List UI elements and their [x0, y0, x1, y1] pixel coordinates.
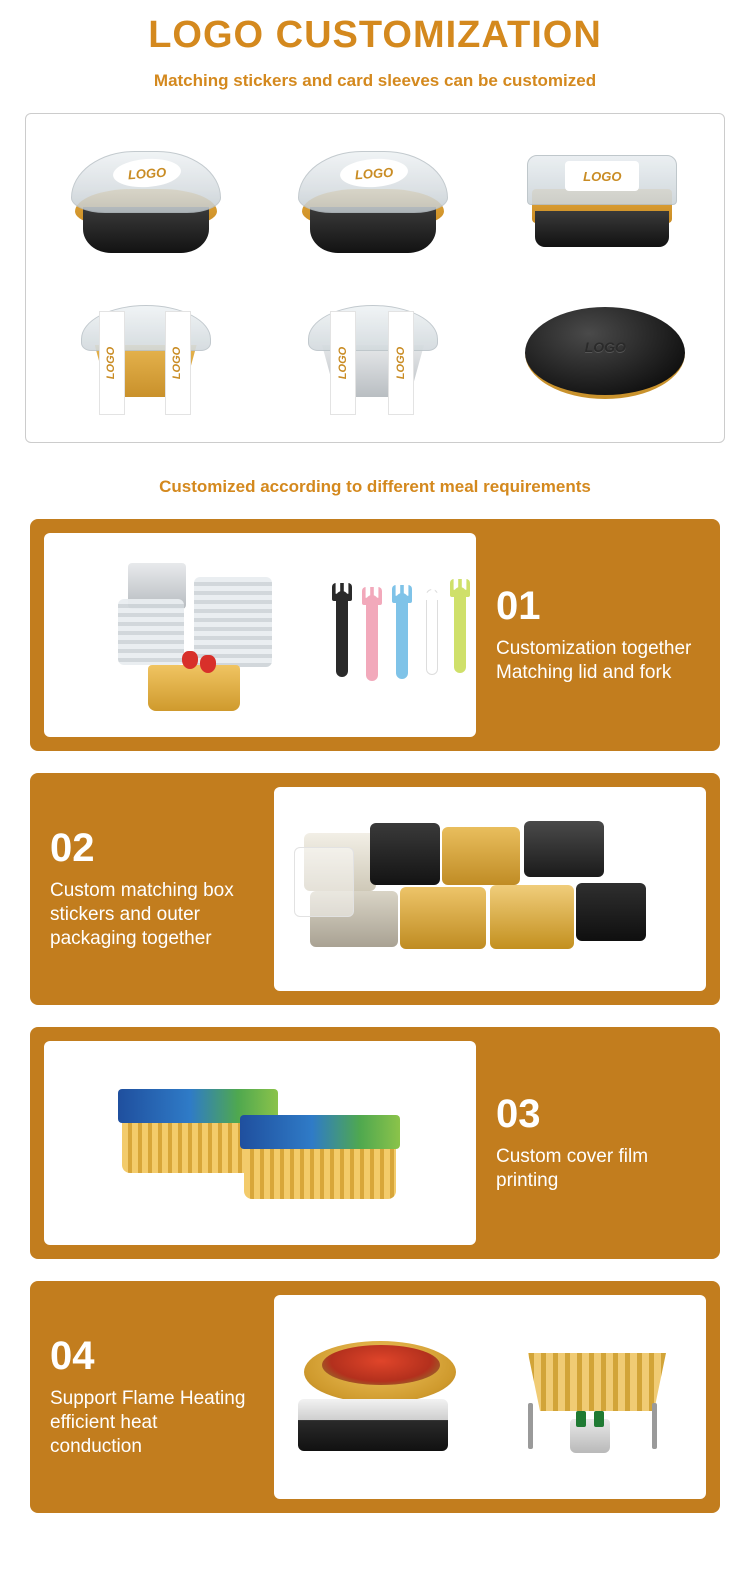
plastic-wrap-sheen — [294, 847, 354, 917]
feature-description: Custom cover film printing — [496, 1145, 649, 1191]
bagged-item-7 — [490, 885, 574, 949]
feature-number: 03 — [496, 1091, 541, 1136]
gallery-row-top — [34, 128, 716, 278]
gallery-item-rect-box — [497, 133, 707, 273]
clear-lid-shape — [308, 305, 438, 351]
feature-card-02 — [30, 773, 720, 1005]
feature-number: 01 — [496, 583, 541, 628]
bagged-item-3 — [442, 827, 520, 885]
feature-card-01-text — [490, 585, 706, 686]
feature-number: 02 — [50, 825, 95, 870]
feature-description: Customization together Matching lid and fork — [496, 637, 692, 683]
gallery-item-round-black-tray — [497, 283, 707, 423]
gallery-item-silver-cup-sleeves — [270, 283, 480, 423]
gallery-item-round-black-gold-bowl — [43, 133, 253, 273]
portable-gas-stove — [298, 1399, 448, 1451]
feature-card-01 — [30, 519, 720, 751]
product-illustration — [71, 151, 221, 255]
gallery-item-gold-cup-cross-sleeve — [43, 283, 253, 423]
logo-sticker: LOGO — [112, 157, 182, 190]
fuel-cap-green — [576, 1411, 586, 1427]
foil-pan — [522, 1353, 672, 1411]
logo-sleeve-right — [388, 311, 414, 415]
stand-leg-left — [528, 1403, 533, 1449]
printed-film-lid — [240, 1115, 400, 1149]
black-base-shape — [310, 207, 436, 253]
logo-sleeve-text: LOGO — [105, 346, 118, 380]
food-in-pan — [322, 1345, 440, 1385]
strawberry-shape-2 — [200, 655, 216, 673]
bagged-item-6 — [400, 887, 486, 949]
product-illustration — [298, 151, 448, 255]
bagged-item-4 — [524, 821, 604, 877]
logo-embossed: LOGO — [584, 338, 626, 355]
gold-foil-tray-shape — [148, 665, 240, 711]
feature-card-03 — [30, 1027, 720, 1259]
lid-stack-shape — [194, 577, 272, 667]
section-heading: Customized according to different meal requirements — [159, 477, 591, 496]
feature-card-04-text — [44, 1335, 260, 1460]
page-subtitle: Matching stickers and card sleeves can be customized — [153, 71, 597, 90]
logo-sleeve-text: LOGO — [394, 346, 407, 380]
feature-card-02-text — [44, 827, 260, 952]
product-illustration — [525, 307, 685, 399]
product-illustration — [308, 305, 438, 401]
fuel-cap-green-2 — [594, 1411, 604, 1427]
logo-customization-gallery — [25, 113, 725, 443]
gallery-row-bottom — [34, 278, 716, 428]
fork-green — [454, 587, 466, 673]
fork-pink — [366, 595, 378, 681]
fork-blue — [396, 593, 408, 679]
feature-description: Support Flame Heating efficient heat conduction — [50, 1387, 246, 1458]
black-base-shape — [83, 207, 209, 253]
printed-film-sealed-meal-boxes-photo — [44, 1041, 476, 1245]
logo-sleeve-text: LOGO — [171, 346, 184, 380]
meal-box-2 — [240, 1115, 400, 1201]
product-illustration — [527, 155, 677, 251]
foil-trays-lids-and-forks-photo — [44, 533, 476, 737]
lid-stack-shape-2 — [118, 599, 184, 665]
logo-sleeve-left — [99, 311, 125, 415]
bagged-item-8 — [576, 883, 646, 941]
product-illustration — [81, 305, 211, 401]
black-base-shape — [535, 211, 669, 247]
fork-white — [426, 589, 438, 675]
gold-foil-body — [244, 1143, 396, 1199]
logo-sticker: LOGO — [565, 161, 639, 191]
page-title: LOGO CUSTOMIZATION — [148, 14, 602, 56]
stand-leg-right — [652, 1403, 657, 1449]
feature-description: Custom matching box stickers and outer packaging together — [50, 879, 234, 950]
logo-sleeve-left — [330, 311, 356, 415]
feature-number: 04 — [50, 1333, 95, 1378]
bagged-packaging-assortment-photo — [274, 787, 706, 991]
gallery-item-bowl-with-sleeve — [270, 133, 480, 273]
flame-heating-foil-pan-photo — [274, 1295, 706, 1499]
feature-card-03-text — [490, 1093, 706, 1194]
logo-sleeve-text: LOGO — [336, 346, 349, 380]
logo-sticker: LOGO — [339, 157, 409, 190]
logo-sleeve-right — [165, 311, 191, 415]
bagged-item-2 — [370, 823, 440, 885]
strawberry-shape — [182, 651, 198, 669]
fork-black — [336, 591, 348, 677]
feature-card-04 — [30, 1281, 720, 1513]
